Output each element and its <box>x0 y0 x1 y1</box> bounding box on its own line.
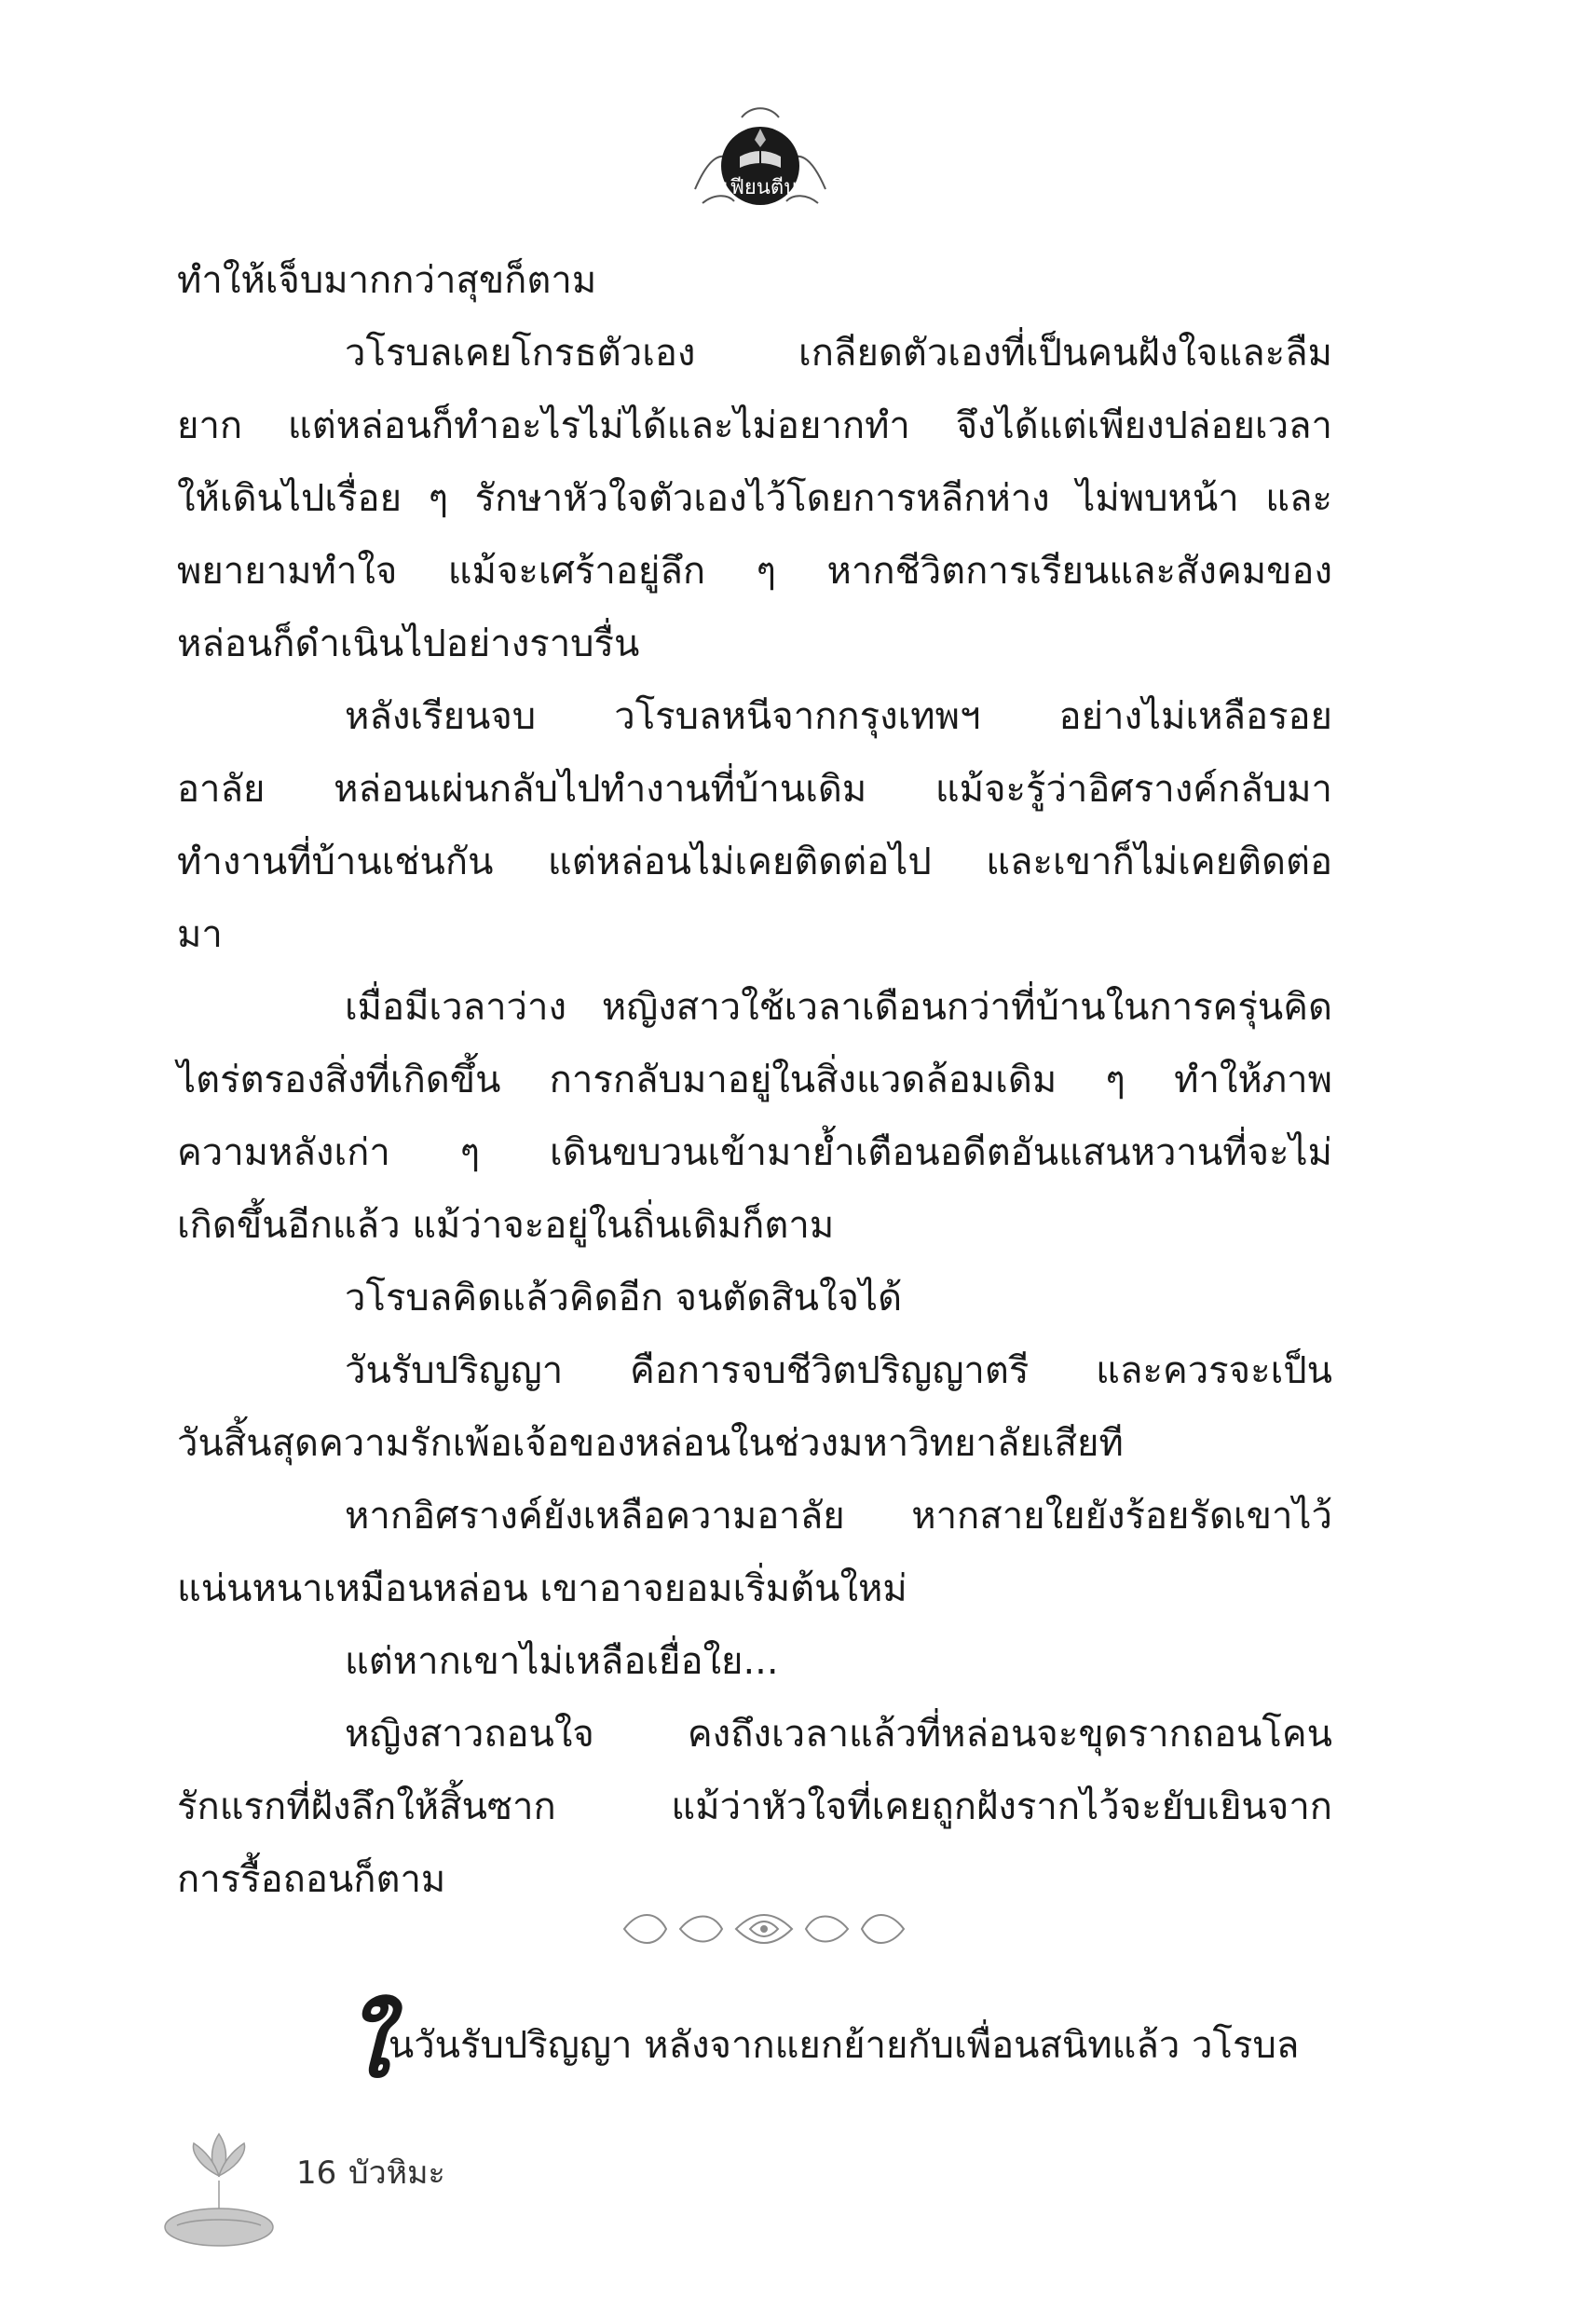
publisher-logo <box>686 101 835 222</box>
text-line: หญิงสาวถอนใจ คงถึงเวลาแล้วที่หล่อนจะขุดรากถอนโคน <box>345 1713 1332 1756</box>
text-line: หากอิศรางค์ยังเหลือความอาลัย หากสายใยยังร้อยรัดเขาไว้ <box>345 1495 1332 1538</box>
text-line: รักแรกที่ฝังลึกให้สิ้นซาก แม้ว่าหัวใจที่เคยถูกฝังรากไว้จะยับเยินจาก <box>177 1785 1332 1828</box>
section-divider-ornament <box>615 1901 913 1957</box>
text-line: วันสิ้นสุดความรักเพ้อเจ้อของหล่อนในช่วงมหาวิทยาลัยเสียที <box>177 1422 1124 1465</box>
page-number: 16 <box>296 2154 337 2192</box>
text-line: แต่หากเขาไม่เหลือเยื่อใย... <box>345 1640 779 1683</box>
text-line: อาลัย หล่อนเผ่นกลับไปทำงานที่บ้านเดิม แม้จะรู้ว่าอิศรางค์กลับมา <box>177 768 1332 811</box>
chapter-first-line: นวันรับปริญญา หลังจากแยกย้ายกับเพื่อนสนิทแล้ว วโรบล <box>388 2024 1300 2067</box>
text-line: วโรบลคิดแล้วคิดอีก จนตัดสินใจได้ <box>345 1277 903 1320</box>
text-line: มา <box>177 913 223 956</box>
text-line: ทำงานที่บ้านเช่นกัน แต่หล่อนไม่เคยติดต่อไป และเขาก็ไม่เคยติดต่อ <box>177 841 1332 883</box>
lotus-icon <box>158 2115 280 2255</box>
text-line: หล่อนก็ดำเนินไปอย่างราบรื่น <box>177 622 640 665</box>
book-title: บัวหิมะ <box>348 2154 445 2192</box>
text-line: การรื้อถอนก็ตาม <box>177 1858 446 1901</box>
text-line: หลังเรียนจบ วโรบลหนีจากกรุงเทพฯ อย่างไม่เหลือรอย <box>345 695 1332 738</box>
text-line: ความหลังเก่า ๆ เดินขบวนเข้ามาย้ำเตือนอดีตอันแสนหวานที่จะไม่ <box>177 1131 1332 1174</box>
chapter-opening <box>345 1994 1332 2097</box>
text-line: วันรับปริญญา คือการจบชีวิตปริญญาตรี และควรจะเป็น <box>345 1349 1332 1392</box>
drop-cap: ใ <box>345 1992 389 2098</box>
text-line: เกิดขึ้นอีกแล้ว แม้ว่าจะอยู่ในถิ่นเดิมก็ตาม <box>177 1204 835 1247</box>
body-text <box>177 244 1332 1916</box>
text-line: ทำให้เจ็บมากกว่าสุขก็ตาม <box>177 259 597 302</box>
text-line: ยาก แต่หล่อนก็ทำอะไรไม่ได้และไม่อยากทำ จึงได้แต่เพียงปล่อยเวลา <box>177 404 1332 447</box>
text-line: เมื่อมีเวลาว่าง หญิงสาวใช้เวลาเดือนกว่าที่บ้านในการครุ่นคิด <box>345 986 1332 1029</box>
text-line: พยายามทำใจ แม้จะเศร้าอยู่ลึก ๆ หากชีวิตการเรียนและสังคมของ <box>177 550 1332 593</box>
text-line: วโรบลเคยโกรธตัวเอง เกลียดตัวเองที่เป็นคนฝังใจและลืม <box>345 332 1332 375</box>
logo-text: เฟียนตีน <box>722 176 798 199</box>
text-line: แน่นหนาเหมือนหล่อน เขาอาจยอมเริ่มต้นใหม่ <box>177 1567 907 1610</box>
text-line: ให้เดินไปเรื่อย ๆ รักษาหัวใจตัวเองไว้โดยการหลีกห่าง ไม่พบหน้า และ <box>177 477 1332 520</box>
text-line: ไตร่ตรองสิ่งที่เกิดขึ้น การกลับมาอยู่ในสิ่งแวดล้อมเดิม ๆ ทำให้ภาพ <box>177 1059 1332 1101</box>
